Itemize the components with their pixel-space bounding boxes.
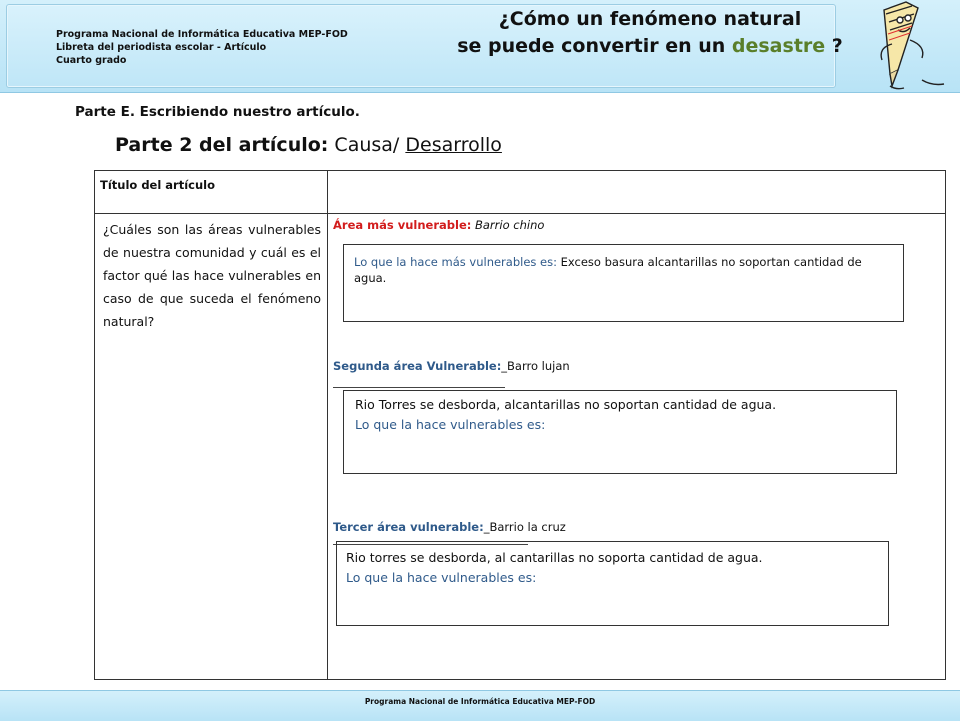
area-1-row: [333, 218, 544, 232]
area-3-box-line-2: Lo que la hace vulnerables es:: [346, 570, 537, 585]
program-line: Cuarto grado: [56, 55, 127, 66]
area-2-row: [333, 359, 570, 373]
area-1-box-value: Exceso basura alcantarillas no soportan cantidad de agua.: [354, 255, 862, 285]
title-text: ?: [825, 35, 843, 57]
table-divider: [94, 213, 946, 214]
area-2-label: Segunda área Vulnerable:: [333, 359, 502, 373]
program-line: Libreta del periodista escolar - Artículo: [56, 42, 267, 53]
program-info: [56, 28, 348, 67]
title-highlight: desastre: [731, 35, 826, 57]
program-line: Programa Nacional de Informática Educativa MEP-FOD: [56, 29, 348, 40]
title-line-1: ¿Cómo un fenómeno natural: [498, 8, 802, 30]
title-text: se puede convertir en un: [457, 35, 732, 57]
area-1-value: Barrio chino: [471, 218, 545, 232]
pencil-character-icon: [862, 0, 952, 92]
area-3-value: _Barrio la cruz: [483, 520, 566, 534]
question-text: ¿Cuáles son las áreas vulnerables de nuestra comunidad y cuál es el factor qué las hace vulnerables en caso de que suceda el fenómeno natural?: [103, 222, 321, 329]
part-2-bold: Parte 2 del artículo:: [115, 134, 329, 156]
area-2-value: _Barro lujan: [501, 359, 570, 373]
area-1-answer: [354, 254, 894, 286]
page-title: [440, 6, 860, 60]
area-3-row: [333, 520, 566, 534]
area-2-box-line-1: Rio Torres se desborda, alcantarillas no soportan cantidad de agua.: [355, 397, 777, 412]
area-1-box-label: Lo que la hace más vulnerables es:: [354, 255, 557, 269]
title-line-2: [440, 33, 860, 60]
footer-text: Programa Nacional de Informática Educativa MEP-FOD: [364, 697, 596, 706]
part-2-underline: Desarrollo: [405, 134, 502, 156]
title-label: Título del artículo: [100, 178, 216, 192]
table-divider: [327, 170, 328, 680]
area-1-label: Área más vulnerable:: [333, 218, 472, 232]
area-2-answer-box[interactable]: [343, 390, 897, 474]
area-3-label: Tercer área vulnerable:: [333, 520, 484, 534]
part-2-heading: [115, 134, 502, 156]
part-2-plain: Causa/: [328, 134, 406, 156]
area-2-box-line-2: Lo que la hace vulnerables es:: [355, 417, 546, 432]
area-3-answer-box[interactable]: [336, 541, 889, 626]
area-2-underline: [333, 387, 505, 388]
area-3-box-line-1: Rio torres se desborda, al cantarillas no soporta cantidad de agua.: [346, 550, 763, 565]
area-1-answer-box[interactable]: [343, 244, 904, 322]
part-e-heading: Parte E. Escribiendo nuestro artículo.: [75, 104, 360, 120]
